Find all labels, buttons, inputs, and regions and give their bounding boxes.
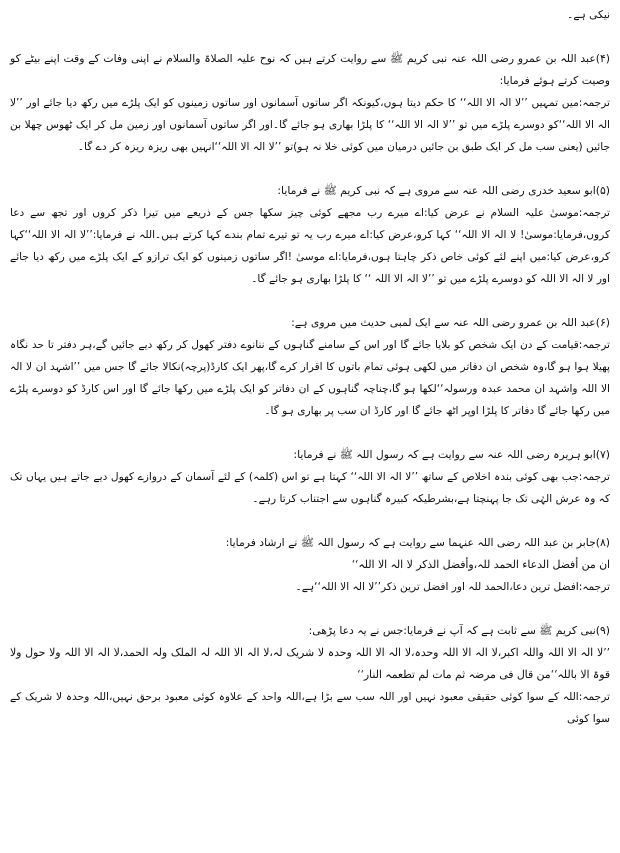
- hadith-5-heading: (۵)ابو سعید خدری رضی اللہ عنہ سے مروی ہے کہ نبی کریم ﷺ نے فرمایا:: [277, 184, 610, 197]
- hadith-8: [10, 532, 610, 598]
- hadith-9-translation: ترجمہ:اللہ کے سوا کوئی حقیقی معبود نہیں اور اللہ سب سے بڑا ہے،اللہ واحد کے علاوہ کوئی معبود برحق نہیں،اللہ وحدہ لا شریک کے سوا کوئی: [10, 691, 610, 725]
- paragraph-gap: [10, 598, 610, 620]
- hadith-8-arabic-text: ان من أفضل الدعاء الحمد للہ،وأفضل الذکر لا الہ الا اللہ‘‘: [351, 558, 610, 571]
- hadith-4-heading: (۴)عبد اللہ بن عمرو رضی اللہ عنہ نبی کریم ﷺ سے روایت کرتے ہیں کہ نوح علیہ الصلاۃ والسلام نے اپنی وفات کے وقت اپنے بیٹے کو وصیت کرتے ہوئے فرمایا:: [10, 52, 610, 87]
- hadith-9-heading: (۹)نبی کریم ﷺ سے ثابت ہے کہ آپ نے فرمایا:جس نے یہ دعا پڑھی:: [308, 624, 610, 637]
- hadith-6: [10, 312, 610, 422]
- hadith-5-translation: ترجمہ:موسیٰ علیہ السلام نے عرض کیا:اے میرے رب مجھے کوئی چیز سکھا جس کے ذریعے میں تیرا ذکر کروں اور تجھ سے دعا کروں،فرمایا:موسیٰ! لا الہ الا اللہ‘‘ کہا کرو،عرض کیا:اے میرے رب یہ تو تیرے تمام بندے کہا کرتے ہیں۔اللہ نے فرمایا:’’لا الہ الا اللہ‘‘کہا کرو،عرض کیا:میں اپنے لئے کوئی خاص ذکر چاہتا ہوں،فرمایا:اے موسیٰ !اگر ساتوں زمینوں کو ایک ترازو کے ایک پلڑے میں رکھ دیا جائے اور لا الہ الا اللہ کو دوسرے پلڑے میں تو ’’لا الہ الا اللہ ‘‘ کا پلڑا بھاری ہو جائے گا۔: [10, 207, 610, 285]
- hadith-7: [10, 444, 610, 510]
- hadith-8-heading: (۸)جابر بن عبد اللہ رضی اللہ عنہما سے روایت ہے کہ رسول اللہ ﷺ نے ارشاد فرمایا:: [225, 536, 610, 549]
- hadith-9-arabic-dua: ’’لا الہ الا اللہ واللہ اکبر،لا الہ الا اللہ وحدہ،لا الہ الا اللہ وحدہ لا شریک لہ،لا الہ الا اللہ لہ الملک ولہ الحمد،لا الہ الا اللہ ولا حول ولا قوۃ الا باللہ‘‘من قال فی مرضہ ثم مات لم تطعمہ النار‘‘: [10, 646, 610, 681]
- hadith-8-translation: ترجمہ:افضل ترین دعا،الحمد للہ اور افضل ترین ذکر’’لا الہ الا اللہ‘‘ہے۔: [295, 581, 610, 593]
- hadith-7-translation: ترجمہ:جب بھی کوئی بندہ اخلاص کے ساتھ ’’لا الہ الا اللہ‘‘ کہتا ہے تو اس (کلمہ) کے لئے آسمان کے دروازے کھول دیے جاتے ہیں یہاں تک کہ وہ عرش الہٰی تک جا پہنچتا ہے،بشرطیکہ کبیرہ گناہوں سے اجتناب کرتا رہے۔: [10, 471, 610, 505]
- hadith-4-translation: ترجمہ:میں تمہیں ’’لا الہ الا اللہ‘‘ کا حکم دیتا ہوں،کیونکہ اگر ساتوں آسمانوں اور ساتوں زمینوں کو ایک پلڑے میں رکھ دیا جائے اور ’’لا الہ الا اللہ‘‘کو دوسرے پلڑے میں تو ’’لا الہ الا اللہ‘‘ کا پلڑا بھاری ہو جائے گا۔اور اگر ساتوں آسمانوں اور زمین مل کر ایک ٹھوس چھلا بن جائیں (یعنی سب مل کر ایک طبق بن جائیں درمیان میں کوئی خلا نہ ہو)تو ’’لا الہ الا اللہ‘‘انہیں بھی ریزہ ریزہ کر دے گا۔: [10, 97, 610, 153]
- paragraph-gap: [10, 510, 610, 532]
- hadith-6-heading: (۶)عبد اللہ بن عمرو رضی اللہ عنہ سے ایک لمبی حدیث میں مروی ہے:: [291, 316, 610, 329]
- paragraph-gap: [10, 422, 610, 444]
- hadith-9: [10, 620, 610, 730]
- hadith-6-translation: ترجمہ:قیامت کے دن ایک شخص کو بلایا جائے گا اور اس کے سامنے گناہوں کے ننانوے دفتر کھول کر رکھ دیے جائیں گے،ہر دفتر تا حد نگاہ پھیلا ہوا ہو گا،وہ شخص ان دفاتر میں لکھی ہوئی تمام باتوں کا اقرار کرے گا،پھر ایک کارڈ(پرچہ)نکالا جائے گا جس میں ’’اشہد ان لا الہ الا اللہ واشہد ان محمد عبدہ ورسولہ‘‘لکھا ہو گا،چناچہ گناہوں کے ان دفاتر کو ایک پلڑے میں رکھا جائے گا اور اس کارڈ کو دوسرے پلڑے میں رکھا جائے گا دفاتر کا پلڑا اوپر اٹھ جائے گا اور کارڈ ان سب پر بھاری ہو گا۔: [10, 339, 610, 417]
- hadith-7-heading: (۷)ابو ہریرہ رضی اللہ عنہ سے روایت ہے کہ رسول اللہ ﷺ نے فرمایا:: [293, 448, 610, 461]
- paragraph-gap: [10, 158, 610, 180]
- hadith-5: [10, 180, 610, 290]
- paragraph-gap: [10, 26, 610, 48]
- paragraph-gap: [10, 290, 610, 312]
- continuation-line: نیکی ہے۔: [567, 9, 610, 21]
- hadith-4: [10, 48, 610, 158]
